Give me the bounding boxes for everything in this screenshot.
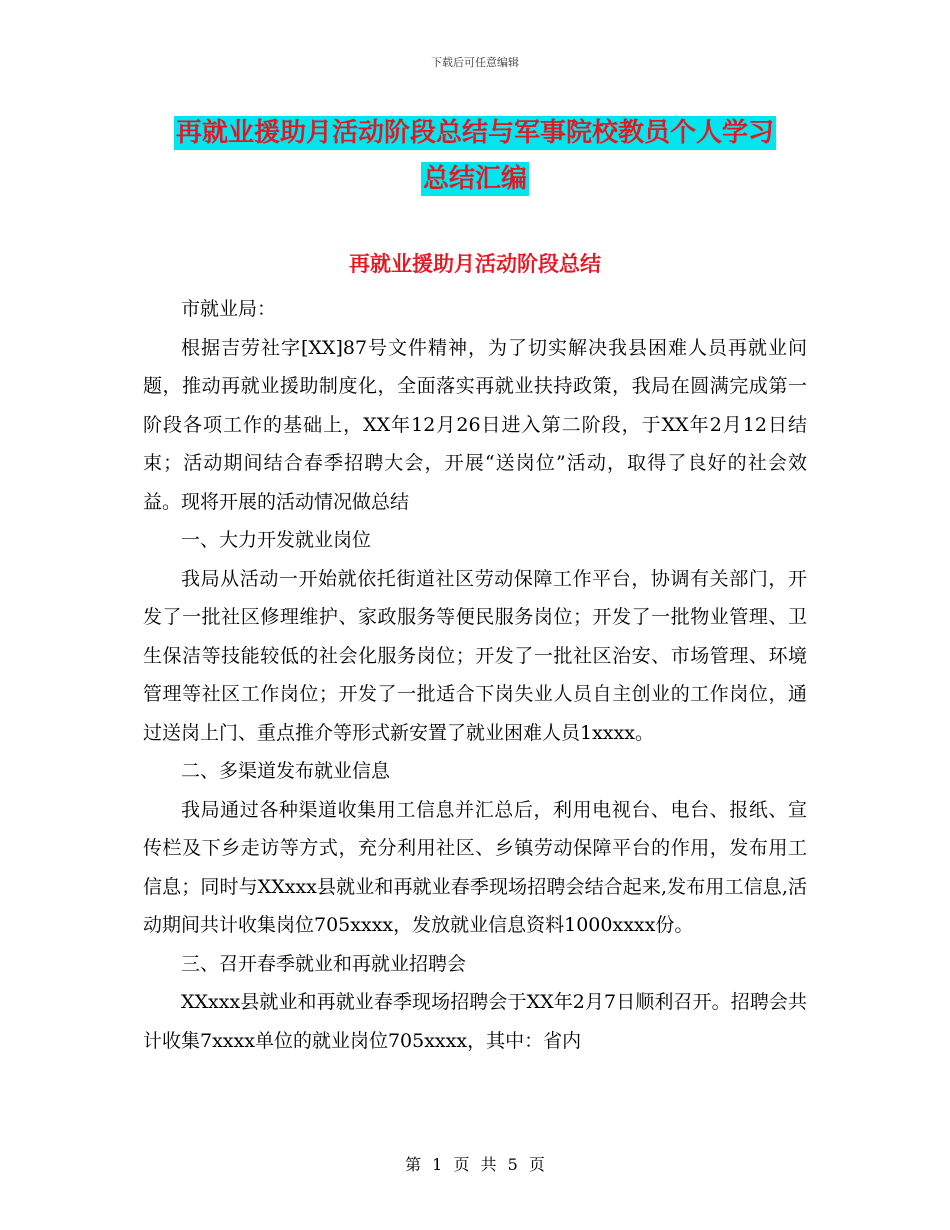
page-footer: 第 1 页 共 5 页 [405,1155,545,1174]
subheading: 一、大力开发就业岗位 [181,529,372,551]
document-title-line-2: 总结汇编 [422,164,527,194]
paragraph: XXxxx县就业和再就业春季现场招聘会于XX年2月7日顺利召开。招聘会共计收集7xxxx单位的就业岗位705xxxx，其中：省内 [143,991,807,1052]
subheading: 三、召开春季就业和再就业招聘会 [181,952,467,975]
paragraph: 我局通过各种渠道收集用工信息并汇总后，利用电视台、电台、报纸、宣传栏及下乡走访等方式，充分利用社区、乡镇劳动保障平台的作用，发布用工信息；同时与XXxxx县就业和再就业春季现场招聘会结合起来,发布用工信息,活动期间共计收集岗位705xxxx，发放就业信息资料1000xxxx份。 [143,798,807,936]
subheading: 二、多渠道发布就业信息 [181,760,391,782]
header-note: 下载后可任意编辑 [431,56,519,69]
salutation: 市就业局： [181,298,277,320]
document-title-line-1: 再就业援助月活动阶段总结与军事院校教员个人学习 [175,118,774,148]
document-body [143,290,807,1060]
paragraph: 根据吉劳社字[XX]87号文件精神，为了切实解决我县困难人员再就业问题，推动再就业援助制度化，全面落实再就业扶持政策，我局在圆满完成第一阶段各项工作的基础上，XX年12月26日进入第二阶段，于XX年2月12日结束；活动期间结合春季招聘大会，开展“送岗位”活动，取得了良好的社会效益。现将开展的活动情况做总结 [143,336,807,513]
paragraph: 我局从活动一开始就依托街道社区劳动保障工作平台，协调有关部门，开发了一批社区修理维护、家政服务等便民服务岗位；开发了一批物业管理、卫生保洁等技能较低的社会化服务岗位；开发了一批社区治安、市场管理、环境管理等社区工作岗位；开发了一批适合下岗失业人员自主创业的工作岗位，通过送岗上门、重点推介等形式新安置了就业困难人员1xxxx。 [143,567,807,744]
document-title [140,110,810,202]
section-title: 再就业援助月活动阶段总结 [349,252,601,276]
